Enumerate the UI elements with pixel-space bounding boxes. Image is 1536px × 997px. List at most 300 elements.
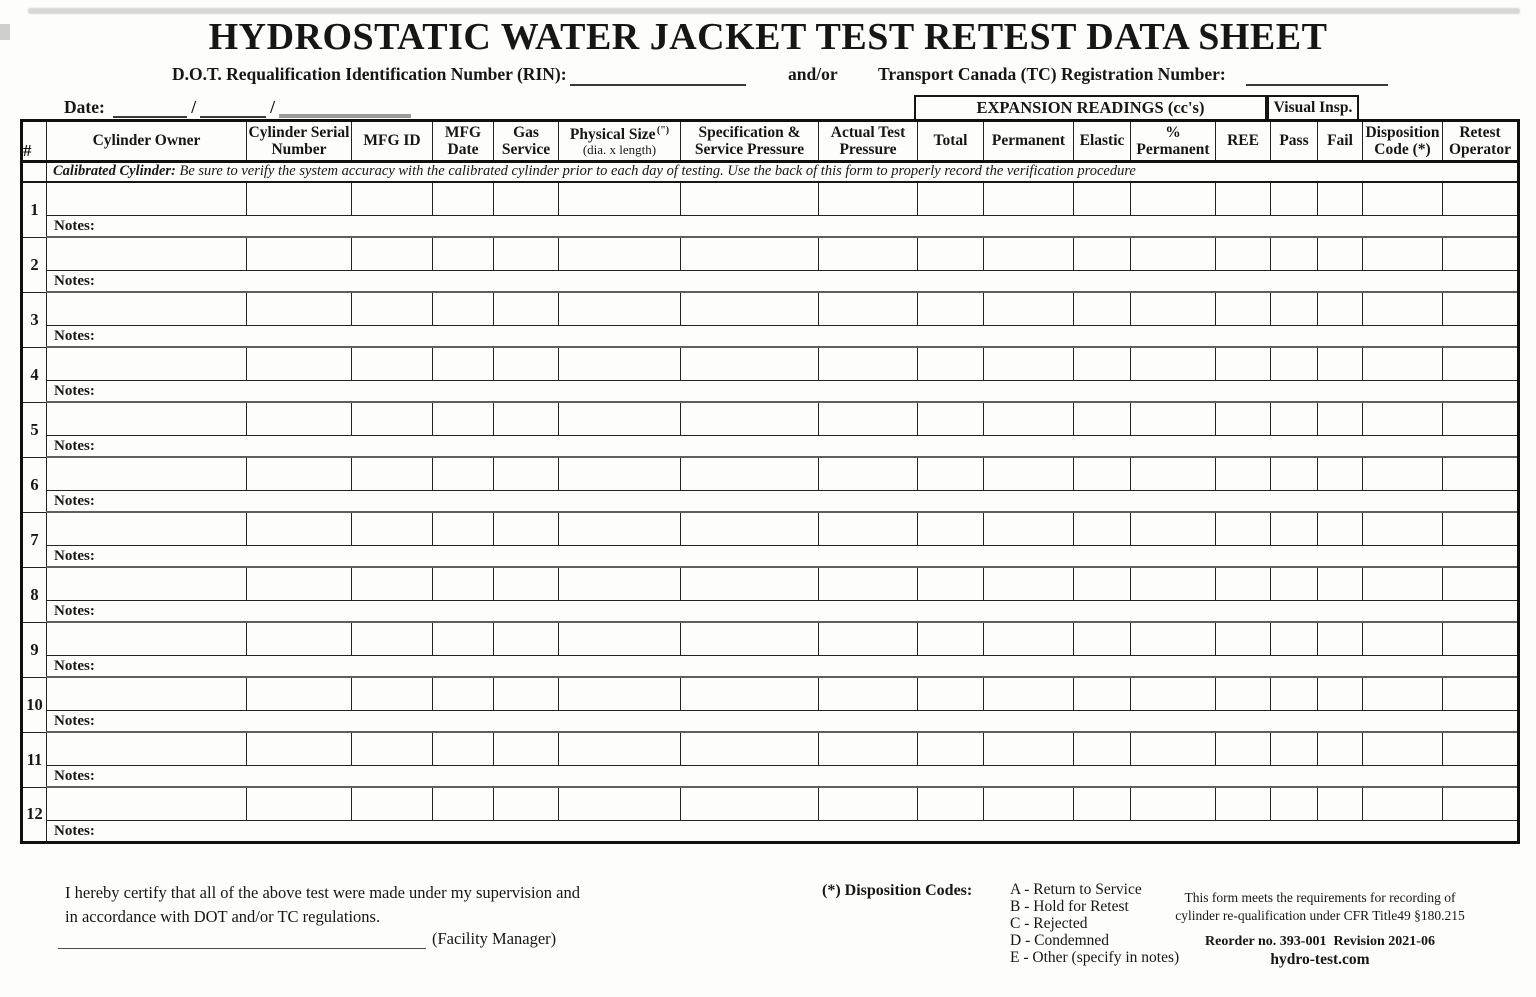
cell-retest-operator[interactable] <box>1443 237 1519 270</box>
cell-actual-test-pressure[interactable] <box>819 567 918 600</box>
cell-total[interactable] <box>918 567 984 600</box>
cell-gas-service[interactable] <box>494 347 559 380</box>
cell-total[interactable] <box>918 182 984 215</box>
cell-pass[interactable] <box>1271 622 1318 655</box>
cell-serial-number[interactable] <box>247 622 352 655</box>
row-number: 10 <box>22 677 47 732</box>
cell-mfg-date[interactable] <box>433 732 494 765</box>
table-row <box>22 567 1519 600</box>
cell-retest-operator[interactable] <box>1443 512 1519 545</box>
cell-spec-service-pressure[interactable] <box>681 292 819 325</box>
cell-disposition-code[interactable] <box>1363 622 1443 655</box>
notes-cell[interactable] <box>47 765 1519 787</box>
cell-physical-size[interactable] <box>559 622 681 655</box>
cell-permanent[interactable] <box>984 457 1074 490</box>
cell-physical-size[interactable] <box>559 512 681 545</box>
row-number: 2 <box>22 237 47 292</box>
cell-ree[interactable] <box>1216 457 1271 490</box>
cell-percent-permanent[interactable] <box>1131 622 1216 655</box>
col-spec-service-pressure: Specification & Service Pressure <box>681 121 819 162</box>
cell-retest-operator[interactable] <box>1443 402 1519 435</box>
cell-total[interactable] <box>918 457 984 490</box>
cell-mfg-date[interactable] <box>433 512 494 545</box>
calibrated-cylinder-row <box>22 162 1519 183</box>
cell-fail[interactable] <box>1318 402 1363 435</box>
notes-label: Notes: <box>54 767 95 784</box>
rin-label: D.O.T. Requalification Identification Number (RIN): <box>172 64 567 84</box>
cell-ree[interactable] <box>1216 622 1271 655</box>
cell-mfg-id[interactable] <box>352 292 433 325</box>
cell-elastic[interactable] <box>1074 402 1131 435</box>
cell-elastic[interactable] <box>1074 457 1131 490</box>
cell-disposition-code[interactable] <box>1363 787 1443 820</box>
date-day-line[interactable] <box>200 98 266 118</box>
cell-pass[interactable] <box>1271 677 1318 710</box>
retest-table <box>20 119 1520 844</box>
cell-actual-test-pressure[interactable] <box>819 402 918 435</box>
cell-pass[interactable] <box>1271 182 1318 215</box>
cell-physical-size[interactable] <box>559 402 681 435</box>
cell-permanent[interactable] <box>984 182 1074 215</box>
cell-ree[interactable] <box>1216 182 1271 215</box>
cell-percent-permanent[interactable] <box>1131 237 1216 270</box>
cell-permanent[interactable] <box>984 292 1074 325</box>
cell-percent-permanent[interactable] <box>1131 567 1216 600</box>
cell-percent-permanent[interactable] <box>1131 457 1216 490</box>
cell-permanent[interactable] <box>984 512 1074 545</box>
cell-serial-number[interactable] <box>247 787 352 820</box>
row-number: 6 <box>22 457 47 512</box>
notes-row <box>22 765 1519 787</box>
notes-cell[interactable] <box>47 380 1519 402</box>
cell-fail[interactable] <box>1318 182 1363 215</box>
cell-actual-test-pressure[interactable] <box>819 347 918 380</box>
cell-total[interactable] <box>918 347 984 380</box>
cell-mfg-date[interactable] <box>433 622 494 655</box>
cell-retest-operator[interactable] <box>1443 732 1519 765</box>
cell-pass[interactable] <box>1271 732 1318 765</box>
cell-physical-size[interactable] <box>559 182 681 215</box>
cell-mfg-id[interactable] <box>352 677 433 710</box>
cell-actual-test-pressure[interactable] <box>819 237 918 270</box>
cell-elastic[interactable] <box>1074 622 1131 655</box>
cell-serial-number[interactable] <box>247 732 352 765</box>
col-retest-operator: Retest Operator <box>1443 121 1519 162</box>
cell-elastic[interactable] <box>1074 787 1131 820</box>
col-cylinder-owner: Cylinder Owner <box>47 121 247 162</box>
table-body <box>22 182 1519 842</box>
notes-label: Notes: <box>54 822 95 839</box>
cell-permanent[interactable] <box>984 622 1074 655</box>
rin-input-line[interactable] <box>570 66 746 86</box>
cell-actual-test-pressure[interactable] <box>819 457 918 490</box>
reorder-info: Reorder no. 393-001 Revision 2021-06 <box>1205 933 1435 949</box>
cell-percent-permanent[interactable] <box>1131 732 1216 765</box>
col-elastic: Elastic <box>1074 121 1131 162</box>
cell-total[interactable] <box>918 732 984 765</box>
cell-cylinder-owner[interactable] <box>47 402 247 435</box>
cell-cylinder-owner[interactable] <box>47 182 247 215</box>
cell-pass[interactable] <box>1271 512 1318 545</box>
cell-serial-number[interactable] <box>247 347 352 380</box>
cell-elastic[interactable] <box>1074 567 1131 600</box>
cell-physical-size[interactable] <box>559 347 681 380</box>
cell-elastic[interactable] <box>1074 512 1131 545</box>
cell-serial-number[interactable] <box>247 512 352 545</box>
notes-row <box>22 820 1519 842</box>
cell-retest-operator[interactable] <box>1443 677 1519 710</box>
cell-spec-service-pressure[interactable] <box>681 347 819 380</box>
scan-artifact-strip <box>28 8 1520 14</box>
certification-statement <box>65 881 580 929</box>
row-number: 12 <box>22 787 47 842</box>
cell-retest-operator[interactable] <box>1443 787 1519 820</box>
notes-cell[interactable] <box>47 325 1519 347</box>
notes-row <box>22 215 1519 237</box>
cell-retest-operator[interactable] <box>1443 182 1519 215</box>
cell-disposition-code[interactable] <box>1363 732 1443 765</box>
cell-ree[interactable] <box>1216 402 1271 435</box>
cell-disposition-code[interactable] <box>1363 677 1443 710</box>
cell-gas-service[interactable] <box>494 512 559 545</box>
cell-elastic[interactable] <box>1074 347 1131 380</box>
cell-spec-service-pressure[interactable] <box>681 402 819 435</box>
cell-serial-number[interactable] <box>247 182 352 215</box>
date-label: Date: <box>64 97 105 117</box>
cell-total[interactable] <box>918 402 984 435</box>
cell-total[interactable] <box>918 512 984 545</box>
notes-row <box>22 380 1519 402</box>
cell-mfg-date[interactable] <box>433 237 494 270</box>
cell-mfg-id[interactable] <box>352 457 433 490</box>
cell-fail[interactable] <box>1318 732 1363 765</box>
cell-percent-permanent[interactable] <box>1131 292 1216 325</box>
cell-pass[interactable] <box>1271 347 1318 380</box>
date-row <box>64 96 415 118</box>
cell-percent-permanent[interactable] <box>1131 512 1216 545</box>
cell-gas-service[interactable] <box>494 402 559 435</box>
cell-pass[interactable] <box>1271 237 1318 270</box>
cell-pass[interactable] <box>1271 567 1318 600</box>
notes-row <box>22 655 1519 677</box>
row-number: 3 <box>22 292 47 347</box>
cell-actual-test-pressure[interactable] <box>819 677 918 710</box>
cell-elastic[interactable] <box>1074 237 1131 270</box>
cell-serial-number[interactable] <box>247 292 352 325</box>
notes-row <box>22 435 1519 457</box>
col-fail: Fail <box>1318 121 1363 162</box>
cell-cylinder-owner[interactable] <box>47 677 247 710</box>
notes-row <box>22 325 1519 347</box>
cell-spec-service-pressure[interactable] <box>681 237 819 270</box>
cell-fail[interactable] <box>1318 347 1363 380</box>
cell-elastic[interactable] <box>1074 677 1131 710</box>
cell-percent-permanent[interactable] <box>1131 787 1216 820</box>
notes-cell[interactable] <box>47 710 1519 732</box>
cell-spec-service-pressure[interactable] <box>681 677 819 710</box>
cell-physical-size[interactable] <box>559 732 681 765</box>
cell-total[interactable] <box>918 622 984 655</box>
cell-physical-size[interactable] <box>559 567 681 600</box>
notes-label: Notes: <box>54 382 95 399</box>
cell-elastic[interactable] <box>1074 732 1131 765</box>
cell-physical-size[interactable] <box>559 292 681 325</box>
cell-cylinder-owner[interactable] <box>47 292 247 325</box>
cell-percent-permanent[interactable] <box>1131 677 1216 710</box>
cell-serial-number[interactable] <box>247 677 352 710</box>
cell-ree[interactable] <box>1216 237 1271 270</box>
cell-permanent[interactable] <box>984 787 1074 820</box>
cell-disposition-code[interactable] <box>1363 182 1443 215</box>
cell-total[interactable] <box>918 677 984 710</box>
cell-percent-permanent[interactable] <box>1131 347 1216 380</box>
cell-mfg-date[interactable] <box>433 347 494 380</box>
cell-mfg-date[interactable] <box>433 182 494 215</box>
cell-pass[interactable] <box>1271 787 1318 820</box>
notes-label: Notes: <box>54 492 95 509</box>
cell-disposition-code[interactable] <box>1363 402 1443 435</box>
identification-row <box>0 64 1536 90</box>
notes-label: Notes: <box>54 712 95 729</box>
notes-label: Notes: <box>54 437 95 454</box>
cell-permanent[interactable] <box>984 347 1074 380</box>
cell-physical-size[interactable] <box>559 787 681 820</box>
cell-fail[interactable] <box>1318 292 1363 325</box>
notes-label: Notes: <box>54 657 95 674</box>
notes-label: Notes: <box>54 327 95 344</box>
andor-label: and/or <box>788 64 838 84</box>
disposition-code-b: B - Hold for Retest <box>1010 898 1129 915</box>
cell-cylinder-owner[interactable] <box>47 347 247 380</box>
calibrated-note-text: Be sure to verify the system accuracy with the calibrated cylinder prior to each day of testing. Use the back of this form to properly record the verification procedure <box>175 163 1136 179</box>
cell-physical-size[interactable] <box>559 457 681 490</box>
col-serial-number: Cylinder Serial Number <box>247 121 352 162</box>
notes-row <box>22 545 1519 567</box>
cell-fail[interactable] <box>1318 512 1363 545</box>
cell-spec-service-pressure[interactable] <box>681 622 819 655</box>
cell-mfg-date[interactable] <box>433 787 494 820</box>
cell-percent-permanent[interactable] <box>1131 182 1216 215</box>
cell-cylinder-owner[interactable] <box>47 237 247 270</box>
cell-retest-operator[interactable] <box>1443 347 1519 380</box>
tc-input-line[interactable] <box>1246 66 1388 86</box>
row-number: 8 <box>22 567 47 622</box>
cell-disposition-code[interactable] <box>1363 567 1443 600</box>
col-physical-size: Physical Size (") (dia. x length) <box>559 121 681 162</box>
notes-cell[interactable] <box>47 820 1519 842</box>
cell-fail[interactable] <box>1318 567 1363 600</box>
cell-actual-test-pressure[interactable] <box>819 787 918 820</box>
cell-retest-operator[interactable] <box>1443 457 1519 490</box>
cell-ree[interactable] <box>1216 787 1271 820</box>
notes-cell[interactable] <box>47 215 1519 237</box>
cell-spec-service-pressure[interactable] <box>681 567 819 600</box>
col-percent-permanent: % Permanent <box>1131 121 1216 162</box>
col-row-number: # <box>22 121 47 162</box>
cell-cylinder-owner[interactable] <box>47 732 247 765</box>
cell-spec-service-pressure[interactable] <box>681 732 819 765</box>
row-number: 4 <box>22 347 47 402</box>
cell-mfg-id[interactable] <box>352 787 433 820</box>
row-number: 11 <box>22 732 47 787</box>
cell-mfg-id[interactable] <box>352 347 433 380</box>
cell-spec-service-pressure[interactable] <box>681 457 819 490</box>
notes-cell[interactable] <box>47 490 1519 512</box>
notes-cell[interactable] <box>47 545 1519 567</box>
calibrated-row-gap <box>22 162 47 183</box>
cell-gas-service[interactable] <box>494 732 559 765</box>
cell-gas-service[interactable] <box>494 457 559 490</box>
col-mfg-id: MFG ID <box>352 121 433 162</box>
cell-ree[interactable] <box>1216 512 1271 545</box>
cell-retest-operator[interactable] <box>1443 567 1519 600</box>
cell-mfg-id[interactable] <box>352 182 433 215</box>
table-row <box>22 622 1519 655</box>
cell-ree[interactable] <box>1216 677 1271 710</box>
cell-permanent[interactable] <box>984 567 1074 600</box>
cell-gas-service[interactable] <box>494 677 559 710</box>
cell-disposition-code[interactable] <box>1363 457 1443 490</box>
cell-gas-service[interactable] <box>494 292 559 325</box>
cell-physical-size[interactable] <box>559 677 681 710</box>
table-row <box>22 237 1519 270</box>
table-row <box>22 292 1519 325</box>
cell-cylinder-owner[interactable] <box>47 457 247 490</box>
date-slash-2: / <box>270 97 275 117</box>
cell-disposition-code[interactable] <box>1363 512 1443 545</box>
notes-label: Notes: <box>54 602 95 619</box>
table-row <box>22 677 1519 710</box>
cell-gas-service[interactable] <box>494 237 559 270</box>
signature-label: (Facility Manager) <box>432 929 557 948</box>
cell-permanent[interactable] <box>984 677 1074 710</box>
cell-fail[interactable] <box>1318 787 1363 820</box>
cell-percent-permanent[interactable] <box>1131 402 1216 435</box>
cell-actual-test-pressure[interactable] <box>819 182 918 215</box>
cell-cylinder-owner[interactable] <box>47 512 247 545</box>
cell-disposition-code[interactable] <box>1363 292 1443 325</box>
cell-permanent[interactable] <box>984 402 1074 435</box>
date-month-line[interactable] <box>113 98 187 118</box>
expansion-readings-header: EXPANSION READINGS (cc's) <box>914 95 1267 119</box>
cell-fail[interactable] <box>1318 457 1363 490</box>
cell-mfg-id[interactable] <box>352 622 433 655</box>
cell-serial-number[interactable] <box>247 567 352 600</box>
visual-inspection-header: Visual Insp. <box>1267 95 1359 119</box>
cell-mfg-id[interactable] <box>352 237 433 270</box>
cell-physical-size[interactable] <box>559 237 681 270</box>
cell-elastic[interactable] <box>1074 292 1131 325</box>
cell-mfg-id[interactable] <box>352 567 433 600</box>
notes-cell[interactable] <box>47 600 1519 622</box>
cell-actual-test-pressure[interactable] <box>819 292 918 325</box>
col-ree: REE <box>1216 121 1271 162</box>
date-slash: / <box>191 97 197 117</box>
cell-fail[interactable] <box>1318 677 1363 710</box>
cell-mfg-date[interactable] <box>433 677 494 710</box>
cell-gas-service[interactable] <box>494 622 559 655</box>
disposition-code-d: D - Condemned <box>1010 932 1110 949</box>
cell-ree[interactable] <box>1216 732 1271 765</box>
cell-serial-number[interactable] <box>247 457 352 490</box>
date-year-line[interactable] <box>279 96 411 118</box>
disposition-code-c: C - Rejected <box>1010 915 1088 932</box>
physical-size-subnote: (dia. x length) <box>582 142 657 158</box>
cell-mfg-date[interactable] <box>433 292 494 325</box>
cell-mfg-date[interactable] <box>433 402 494 435</box>
compliance-line-1: This form meets the requirements for recording of <box>1184 890 1456 905</box>
cell-disposition-code[interactable] <box>1363 237 1443 270</box>
cell-spec-service-pressure[interactable] <box>681 512 819 545</box>
cell-pass[interactable] <box>1271 402 1318 435</box>
cell-serial-number[interactable] <box>247 237 352 270</box>
cell-fail[interactable] <box>1318 237 1363 270</box>
cell-mfg-id[interactable] <box>352 732 433 765</box>
certification-line-2: in accordance with DOT and/or TC regulations. <box>65 906 381 926</box>
cell-mfg-id[interactable] <box>352 512 433 545</box>
cell-ree[interactable] <box>1216 567 1271 600</box>
cell-permanent[interactable] <box>984 732 1074 765</box>
notes-row <box>22 710 1519 732</box>
cell-mfg-date[interactable] <box>433 567 494 600</box>
compliance-line-2: cylinder re-qualification under CFR Title49 §180.215 <box>1175 907 1465 923</box>
cell-actual-test-pressure[interactable] <box>819 512 918 545</box>
cell-cylinder-owner[interactable] <box>47 622 247 655</box>
page-title: HYDROSTATIC WATER JACKET TEST RETEST DATA SHEET <box>208 16 1328 58</box>
cell-permanent[interactable] <box>984 237 1074 270</box>
cell-retest-operator[interactable] <box>1443 292 1519 325</box>
cell-ree[interactable] <box>1216 347 1271 380</box>
col-gas-service: Gas Service <box>494 121 559 162</box>
cell-pass[interactable] <box>1271 292 1318 325</box>
row-number: 7 <box>22 512 47 567</box>
col-mfg-date: MFG Date <box>433 121 494 162</box>
cell-total[interactable] <box>918 237 984 270</box>
cell-fail[interactable] <box>1318 622 1363 655</box>
cell-mfg-id[interactable] <box>352 402 433 435</box>
cell-ree[interactable] <box>1216 292 1271 325</box>
cell-actual-test-pressure[interactable] <box>819 732 918 765</box>
cell-retest-operator[interactable] <box>1443 622 1519 655</box>
cell-total[interactable] <box>918 292 984 325</box>
signature-line[interactable] <box>58 928 426 949</box>
cell-actual-test-pressure[interactable] <box>819 622 918 655</box>
col-disposition-code: Disposition Code (*) <box>1363 121 1443 162</box>
col-actual-test-pressure: Actual Test Pressure <box>819 121 918 162</box>
cell-cylinder-owner[interactable] <box>47 787 247 820</box>
notes-cell[interactable] <box>47 435 1519 457</box>
cell-spec-service-pressure[interactable] <box>681 787 819 820</box>
notes-cell[interactable] <box>47 655 1519 677</box>
cell-elastic[interactable] <box>1074 182 1131 215</box>
cell-gas-service[interactable] <box>494 567 559 600</box>
cell-gas-service[interactable] <box>494 787 559 820</box>
cell-mfg-date[interactable] <box>433 457 494 490</box>
cell-gas-service[interactable] <box>494 182 559 215</box>
notes-row <box>22 490 1519 512</box>
cell-spec-service-pressure[interactable] <box>681 182 819 215</box>
calibrated-note-label: Calibrated Cylinder: <box>53 163 176 179</box>
cell-serial-number[interactable] <box>247 402 352 435</box>
cell-disposition-code[interactable] <box>1363 347 1443 380</box>
table-row <box>22 732 1519 765</box>
cell-pass[interactable] <box>1271 457 1318 490</box>
cell-cylinder-owner[interactable] <box>47 567 247 600</box>
col-permanent: Permanent <box>984 121 1074 162</box>
notes-cell[interactable] <box>47 270 1519 292</box>
cell-total[interactable] <box>918 787 984 820</box>
row-number: 5 <box>22 402 47 457</box>
